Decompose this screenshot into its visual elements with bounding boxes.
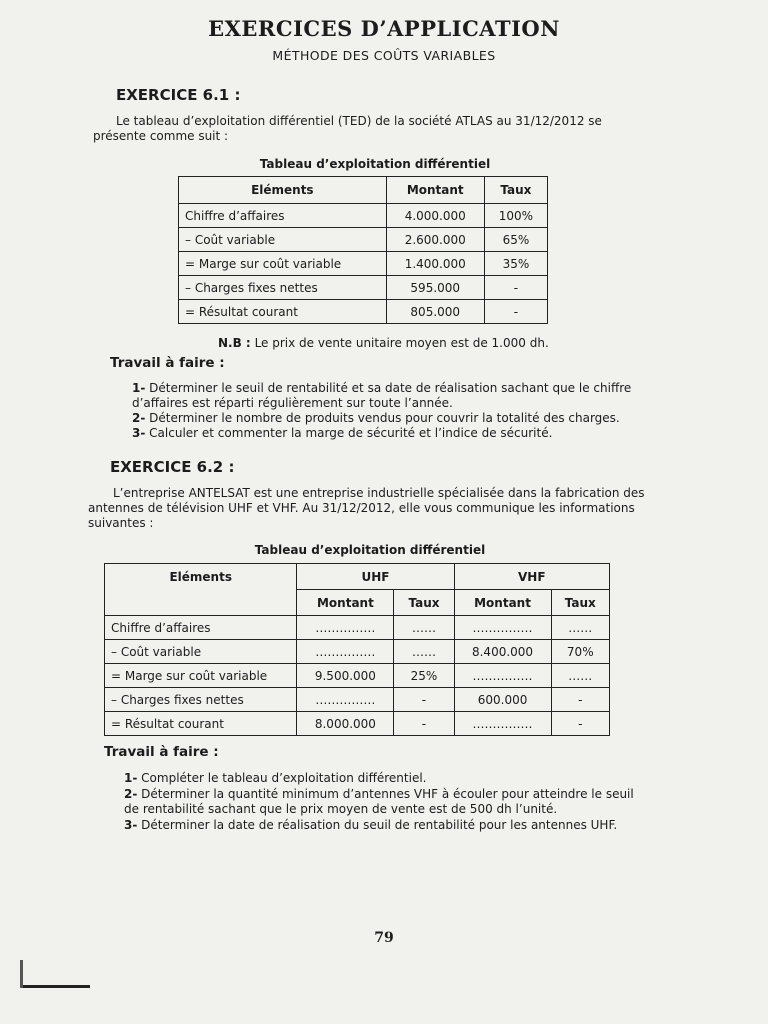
exercise-1-table-caption: Tableau d’exploitation différentiel — [259, 157, 491, 171]
cell-vhf-montant: 600.000 — [454, 688, 551, 712]
exercise-1-task-1-line-2: d’affaires est réparti régulièrement sur toute l’année. — [132, 396, 453, 410]
exercise-2-work-heading: Travail à faire : — [104, 744, 219, 760]
task-number: 3- — [124, 818, 138, 832]
cell-element: = Marge sur coût variable — [105, 664, 297, 688]
exercise-1-task-2 — [132, 411, 620, 425]
table-row — [179, 204, 548, 228]
cell-uhf-taux: - — [394, 688, 454, 712]
cell-element: = Marge sur coût variable — [179, 252, 387, 276]
cell-taux: - — [484, 276, 547, 300]
table-row — [179, 300, 548, 324]
table-header-row — [179, 177, 548, 204]
cell-taux: - — [484, 300, 547, 324]
cell-uhf-taux: - — [394, 712, 454, 736]
cell-uhf-montant: 9.500.000 — [297, 664, 394, 688]
exercise-1-task-1 — [132, 381, 652, 395]
page-corner-edge-vertical — [20, 960, 23, 988]
task-text-line-1: Déterminer le seuil de rentabilité et sa date de réalisation sachant que le chiffre — [149, 381, 632, 395]
cell-element: Chiffre d’affaires — [179, 204, 387, 228]
exercise-2-table — [104, 563, 610, 736]
table-row — [105, 664, 610, 688]
table-row — [105, 640, 610, 664]
exercise-2-intro-line-3: suivantes : — [88, 516, 154, 530]
task-number: 1- — [124, 771, 138, 785]
exercise-1-intro-line-1: Le tableau d’exploitation différentiel (TED) de la société ATLAS au 31/12/2012 se — [116, 114, 602, 128]
header-elements: Eléments — [179, 177, 387, 204]
cell-vhf-montant: …………… — [454, 712, 551, 736]
cell-uhf-taux: …… — [394, 640, 454, 664]
task-number: 3- — [132, 426, 146, 440]
cell-element: = Résultat courant — [105, 712, 297, 736]
header-uhf-taux: Taux — [394, 590, 454, 616]
cell-montant: 1.400.000 — [386, 252, 484, 276]
table-header-row-1 — [105, 564, 610, 590]
task-text: Déterminer le nombre de produits vendus pour couvrir la totalité des charges. — [149, 411, 620, 425]
cell-taux: 35% — [484, 252, 547, 276]
task-number: 1- — [132, 381, 146, 395]
header-vhf-taux: Taux — [551, 590, 609, 616]
task-number: 2- — [124, 787, 138, 801]
exercise-1-work-heading: Travail à faire : — [110, 355, 225, 371]
table-row — [105, 616, 610, 640]
cell-uhf-taux: …… — [394, 616, 454, 640]
cell-vhf-taux: - — [551, 688, 609, 712]
page-title: EXERCICES D’APPLICATION — [208, 16, 560, 41]
cell-vhf-montant: …………… — [454, 616, 551, 640]
page-subtitle: MÉTHODE DES COÛTS VARIABLES — [272, 48, 496, 63]
cell-element: Chiffre d’affaires — [105, 616, 297, 640]
task-text: Déterminer la date de réalisation du seuil de rentabilité pour les antennes UHF. — [141, 818, 618, 832]
cell-montant: 805.000 — [386, 300, 484, 324]
header-montant: Montant — [386, 177, 484, 204]
cell-taux: 65% — [484, 228, 547, 252]
page-corner-edge — [20, 985, 90, 988]
cell-vhf-taux: …… — [551, 616, 609, 640]
task-text-line-1: Déterminer la quantité minimum d’antennes VHF à écouler pour atteindre le seuil — [141, 787, 634, 801]
cell-uhf-taux: 25% — [394, 664, 454, 688]
exercise-2-task-3 — [124, 818, 617, 832]
header-vhf: VHF — [454, 564, 609, 590]
cell-uhf-montant: …………… — [297, 616, 394, 640]
cell-element: = Résultat courant — [179, 300, 387, 324]
cell-uhf-montant: 8.000.000 — [297, 712, 394, 736]
table-row — [179, 228, 548, 252]
cell-uhf-montant: …………… — [297, 688, 394, 712]
exercise-2-task-2-line-2: de rentabilité sachant que le prix moyen de vente est de 500 dh l’unité. — [124, 802, 558, 816]
cell-uhf-montant: …………… — [297, 640, 394, 664]
task-text: Calculer et commenter la marge de sécurité et l’indice de sécurité. — [149, 426, 553, 440]
cell-vhf-taux: …… — [551, 664, 609, 688]
cell-element: – Coût variable — [105, 640, 297, 664]
cell-vhf-montant: …………… — [454, 664, 551, 688]
exercise-1-intro-line-2: présente comme suit : — [93, 129, 229, 143]
exercise-1-note — [218, 336, 549, 350]
header-vhf-montant: Montant — [454, 590, 551, 616]
exercise-1-table — [178, 176, 548, 324]
header-taux: Taux — [484, 177, 547, 204]
cell-taux: 100% — [484, 204, 547, 228]
exercise-2-intro-line-2 — [88, 501, 635, 515]
header-elements: Eléments — [105, 564, 297, 616]
table-row — [179, 276, 548, 300]
task-number: 2- — [132, 411, 146, 425]
cell-element: – Charges fixes nettes — [179, 276, 387, 300]
exercise-2-task-2 — [124, 787, 634, 801]
cell-montant: 2.600.000 — [386, 228, 484, 252]
intro-line-2-text: antennes de télévision UHF et VHF. Au 31/12/2012, elle vous communique les informations — [88, 501, 635, 515]
table-row — [105, 688, 610, 712]
table-row — [179, 252, 548, 276]
note-label: N.B : — [218, 336, 251, 350]
exercise-1-title: EXERCICE 6.1 : — [116, 86, 241, 104]
cell-montant: 595.000 — [386, 276, 484, 300]
exercise-2-task-1 — [124, 771, 426, 785]
cell-element: – Charges fixes nettes — [105, 688, 297, 712]
task-text: Compléter le tableau d’exploitation différentiel. — [141, 771, 427, 785]
cell-montant: 4.000.000 — [386, 204, 484, 228]
note-text: Le prix de vente unitaire moyen est de 1.000 dh. — [254, 336, 549, 350]
cell-vhf-taux: - — [551, 712, 609, 736]
cell-vhf-taux: 70% — [551, 640, 609, 664]
header-uhf-montant: Montant — [297, 590, 394, 616]
exercise-2-intro-line-1: L’entreprise ANTELSAT est une entreprise industrielle spécialisée dans la fabrication des — [113, 486, 645, 500]
exercise-2-table-caption: Tableau d’exploitation différentiel — [254, 543, 486, 557]
exercise-2-title: EXERCICE 6.2 : — [110, 458, 235, 476]
cell-vhf-montant: 8.400.000 — [454, 640, 551, 664]
table-row — [105, 712, 610, 736]
page-number: 79 — [374, 930, 394, 946]
exercise-1-task-3 — [132, 426, 552, 440]
header-uhf: UHF — [297, 564, 454, 590]
cell-element: – Coût variable — [179, 228, 387, 252]
